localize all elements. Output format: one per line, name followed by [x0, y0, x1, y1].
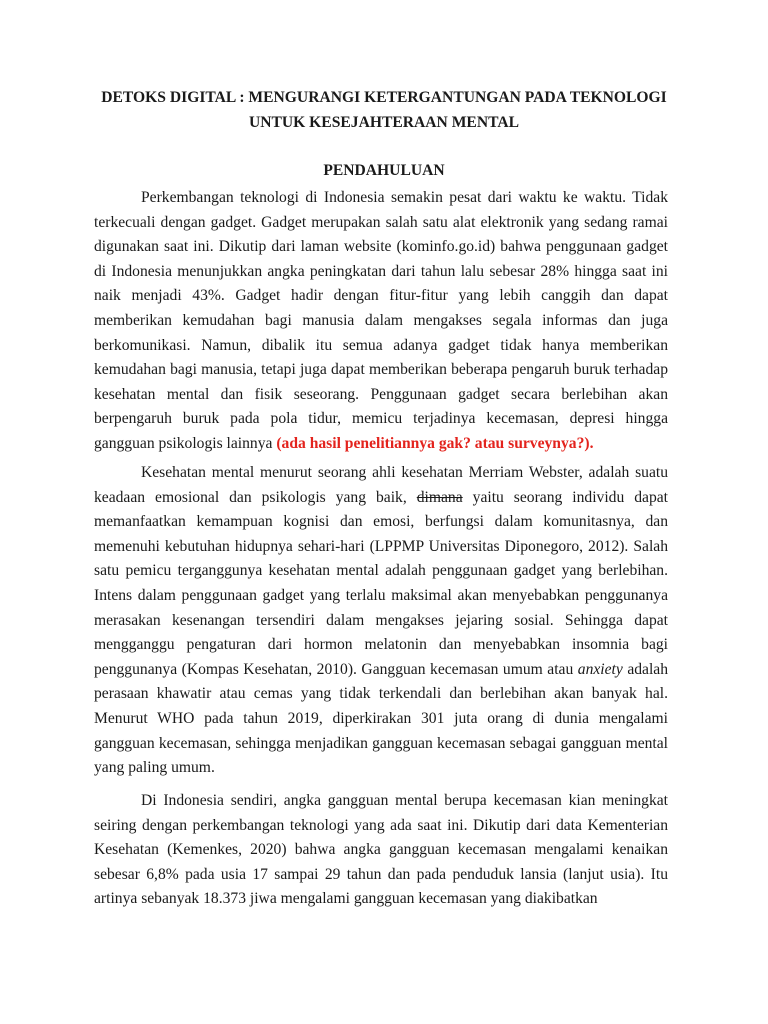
strikethrough-word: dimana — [416, 488, 463, 506]
paragraph-3-text: Di Indonesia sendiri, angka gangguan mental berupa kecemasan kian meningkat seiring dengan perkembangan teknologi yang ada saat ini. Dikutip dari data Kementerian Kesehatan (Kemenkes, 2020) bahwa angka gangguan kecemasan mengalami kenaikan sebesar 6,8% pada usia 17 sampai 29 tahun dan pada penduduk lansia (lanjut usia). Itu artinya sebanyak 18.373 jiwa mengalami gangguan kecemasan yang diakibatkan — [94, 792, 668, 908]
document-title-line-1: DETOKS DIGITAL : MENGURANGI KETERGANTUNGAN PADA TEKNOLOGI — [101, 89, 667, 106]
italic-term: anxiety — [577, 660, 623, 678]
section-heading: PENDAHULUAN — [323, 162, 445, 179]
paragraph-2 — [94, 461, 668, 781]
paragraph-2-text-c: adalah perasaan khawatir atau cemas yang tidak terkendali dan berlebihan akan banyak hal. Menurut WHO pada tahun 2019, diperkirakan 301 juta orang di dunia mengalami gangguan kecemasan, sehingga menjadikan gangguan kecemasan sebagai gangguan mental yang paling umum. — [94, 660, 669, 777]
document-title-line-2: UNTUK KESEJAHTERAAN MENTAL — [248, 114, 520, 131]
paragraph-2-text-b: yaitu seorang individu dapat memanfaatkan kemampuan kognisi dan emosi, berfungsi dalam komunitasnya, dan memenuhi kebutuhan hidupnya sehari-hari (LPPMP Universitas Diponegoro, 2012). Salah satu pemicu terganggunya kesehatan mental adalah penggunaan gadget yang berlebihan. Intens dalam penggunaan gadget yang terlalu maksimal akan menyebabkan penggunanya merasakan kesenangan tersendiri dalam mengakses jejaring sosial. Sehingga dapat mengganggu pengaturan dari hormon melatonin dan menyebabkan insomnia bagi penggunanya (Kompas Kesehatan, 2010). Gangguan kecemasan umum atau — [94, 488, 668, 678]
paragraph-1-text: Perkembangan teknologi di Indonesia semakin pesat dari waktu ke waktu. Tidak terkecuali dengan gadget. Gadget merupakan salah satu alat elektronik yang sedang ramai digunakan saat ini. Dikutip dari laman website (kominfo.go.id) bahwa penggunaan gadget di Indonesia menunjukkan angka peningkatan dari tahun lalu sebesar 28% hingga saat ini naik menjadi 43%. Gadget hadir dengan fitur-fitur yang lebih canggih dan dapat memberikan kemudahan bagi manusia dalam mengakses segala informas dan juga berkomunikasi. Namun, dibalik itu semua adanya gadget tidak hanya memberikan kemudahan bagi manusia, tetapi juga dapat memberikan beberapa pengaruh buruk terhadap kesehatan mental dan fisik seseorang. Penggunaan gadget secara berlebihan akan berpengaruh buruk pada pola tidur, memicu terjadinya kecemasan, depresi hingga gangguan psikologis lainnya — [94, 189, 668, 452]
reviewer-comment: (ada hasil penelitiannya gak? atau surveynya?). — [276, 434, 594, 452]
paragraph-2-text-a: Kesehatan mental menurut seorang ahli kesehatan Merriam Webster, adalah suatu keadaan emosional dan psikologis yang baik, — [94, 464, 668, 506]
paragraph-3 — [94, 789, 668, 912]
paragraph-1 — [94, 186, 668, 457]
